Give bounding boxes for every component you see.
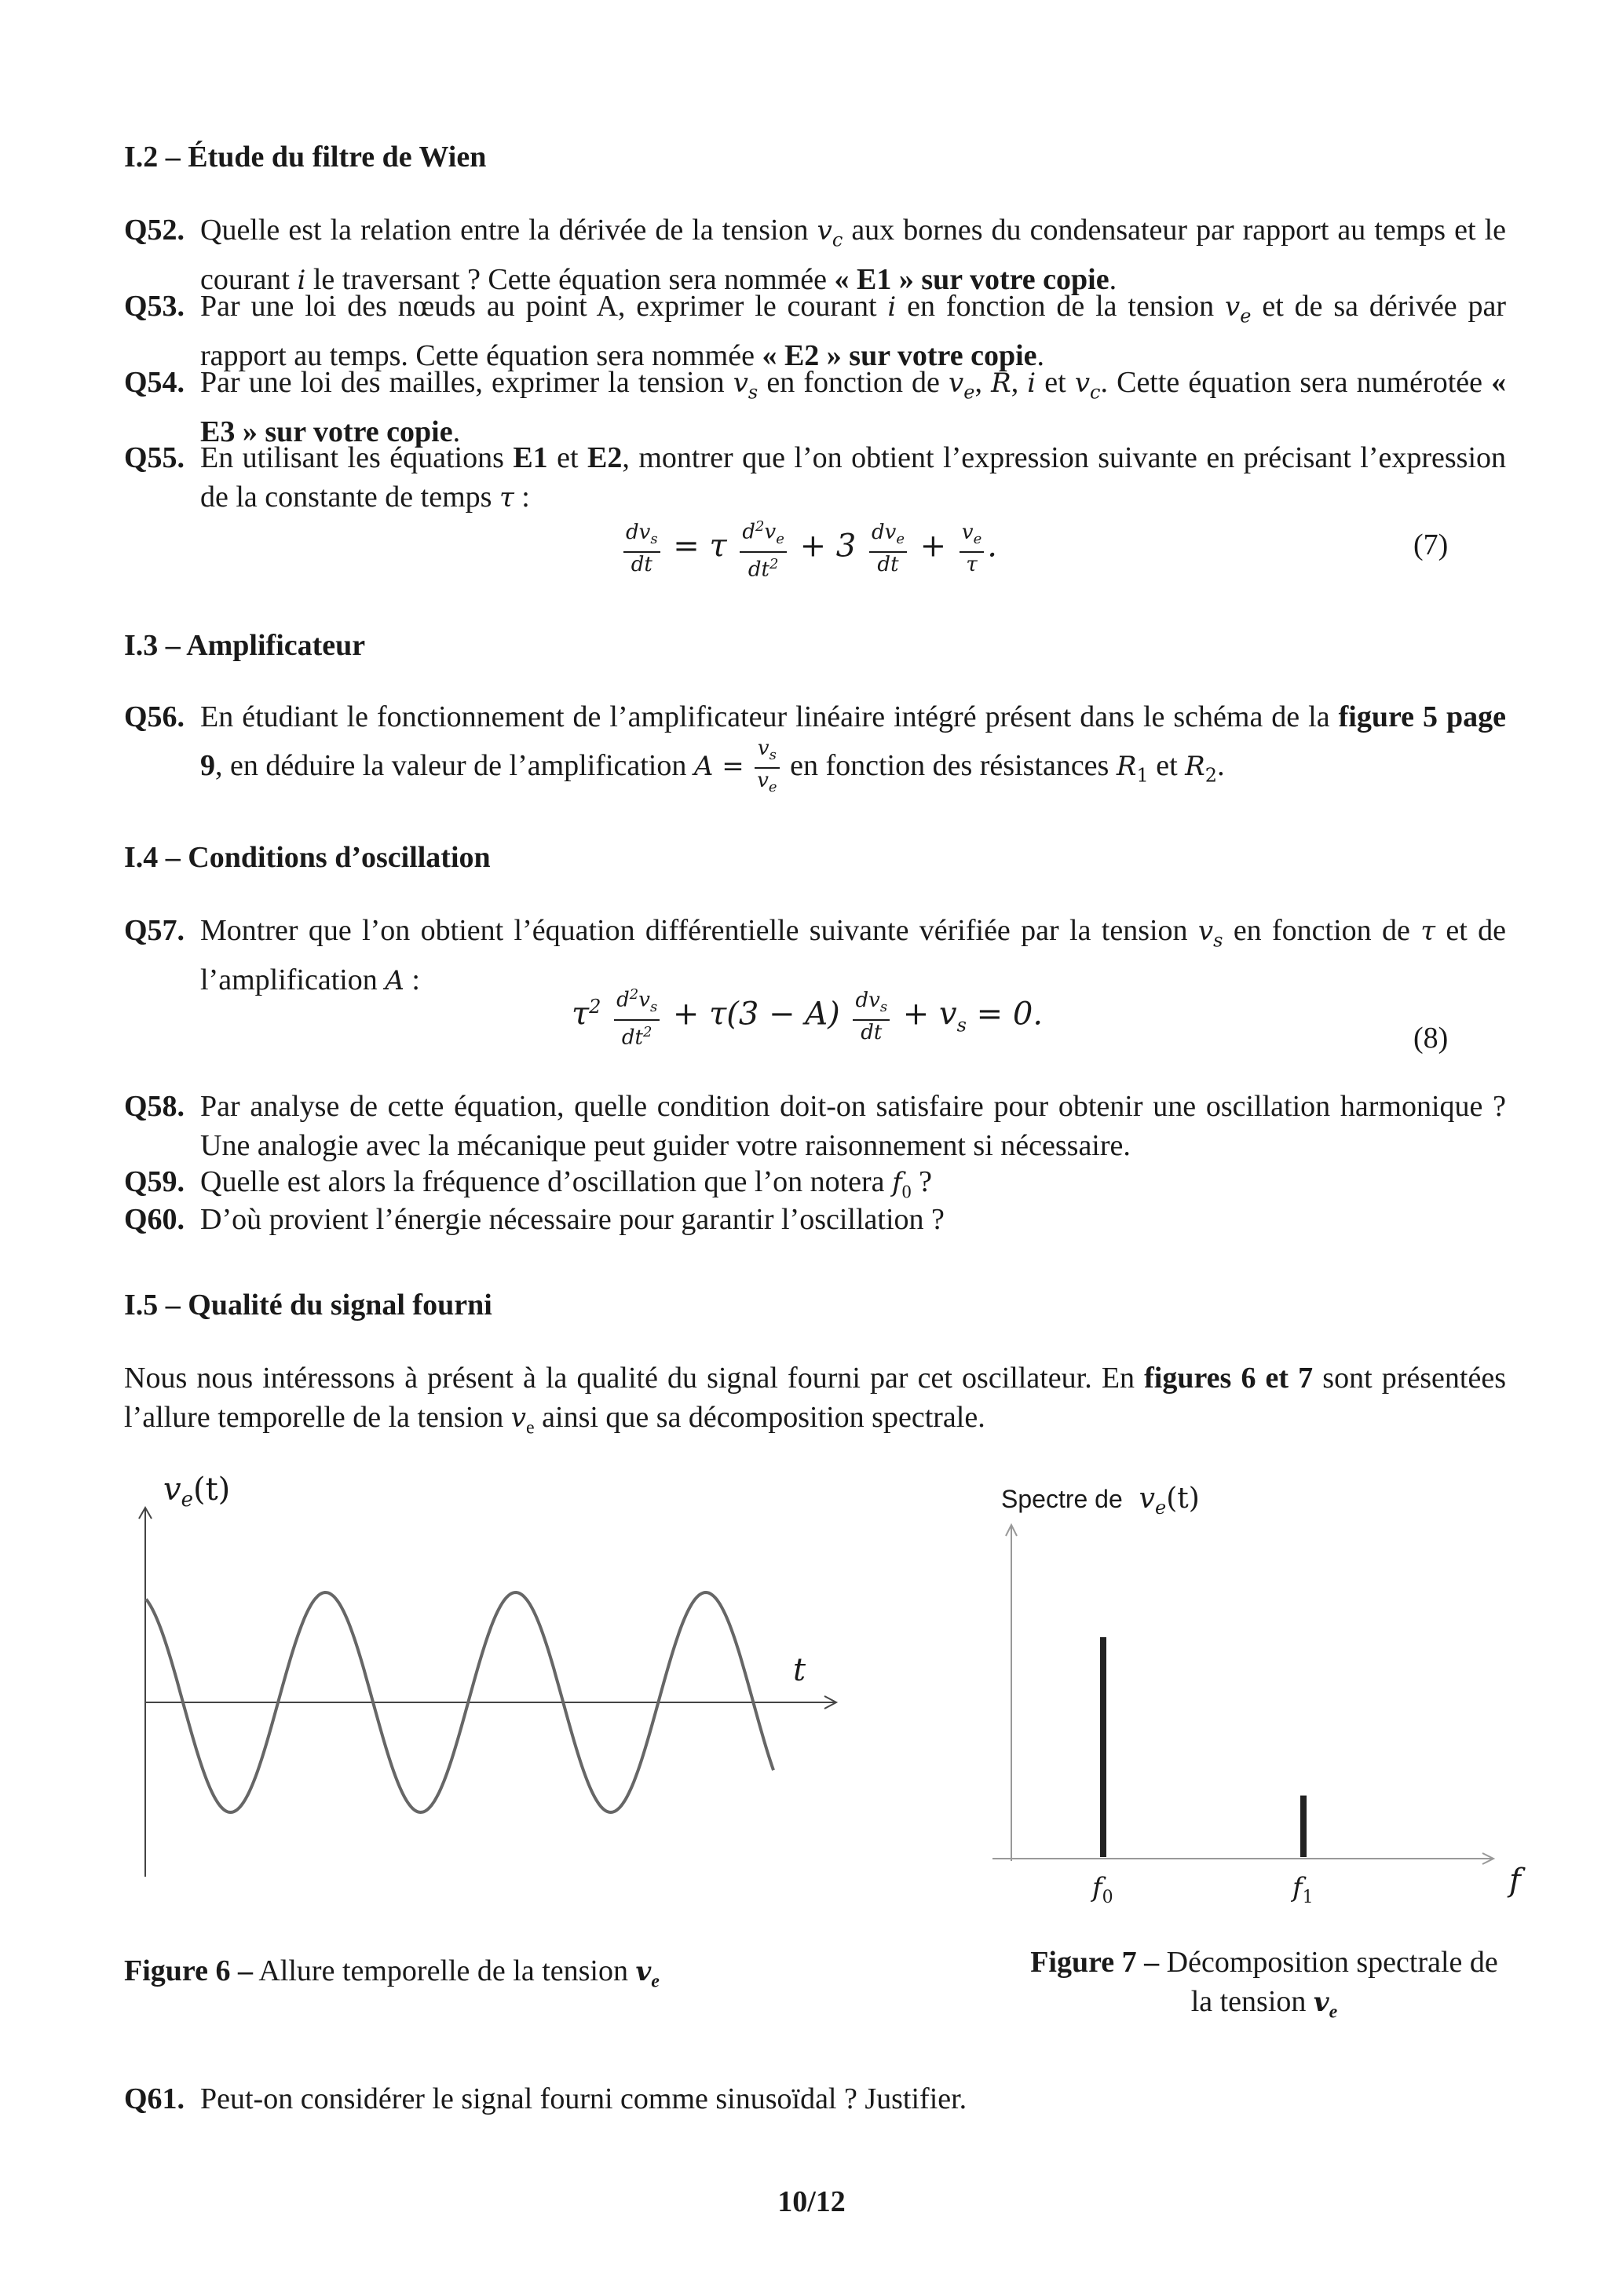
question-q57: Q57. Montrer que l’on obtient l’équation différentielle suivante vérifiée par la tension $v_s$ en fonction de τ et de l’amplification A : [124,911,1506,1000]
y-axis-label: $v_e(t)$ [163,1472,231,1512]
question-q60: Q60. D’où provient l’énergie nécessaire pour garantir l’oscillation ? [124,1200,1506,1239]
intro-paragraph: Nous nous intéressons à présent à la qualité du signal fourni par cet oscillateur. En figures 6 et 7 sont présentées l’allure temporelle de la tension $v_e$ ainsi que sa décomposition spectrale. [124,1362,1507,1439]
question-number: Q54. [124,366,185,399]
question-q56: Q56. En étudiant le fonctionnement de l’amplificateur linéaire intégré présent dans le schéma de la figure 5 page 9, en déduire la valeur de l’amplification A = $\frac{v_s}{v_e}$ en fonction des résistances $R_1$ et $R_2$. [124,697,1506,799]
question-number: Q55. [124,441,185,474]
equation-number: (7) [1413,528,1449,561]
question-q55: Q55. En utilisant les équations E1 et E2, montrer que l’on obtient l’expression suivante en précisant l’expression de la constante de temps τ : [124,438,1506,517]
spectrum-bars [1100,1637,1307,1857]
question-number: Q58. [124,1090,185,1123]
question-q54: Q54. Par une loi des mailles, exprimer la tension $v_s$ en fonction de $v_e$, R, i et $v_c$. Cette équation sera numérotée « E3 » sur votre copie. [124,363,1506,452]
section-heading: I.5 – Qualité du signal fourni [124,1289,492,1322]
question-q53: Q53. Par une loi des nœuds au point A, exprimer le courant i en fonction de la tension $v_e$ et de sa dérivée par rapport au temps. Cette équation sera nommée « E2 » sur votre copie. [124,287,1506,375]
question-number: Q53. [124,290,185,323]
x-axis-label: t [793,1652,806,1688]
tick-label-f0: $f_0$ [1092,1872,1113,1907]
spectrum-title: Spectre de $v_e(t)$ [1001,1483,1200,1519]
spectrum-bar-f1 [1300,1796,1307,1857]
question-number: Q61. [124,2082,185,2115]
section-heading: I.3 – Amplificateur [124,629,366,662]
figure-7-chart [981,1468,1547,1908]
question-q52: Q52. Quelle est la relation entre la dérivée de la tension $v_c$ aux bornes du condensateur par rapport au temps et le courant i le traversant ? Cette équation sera nommée « E1 » sur votre copie. [124,210,1506,300]
equation-8: $\tau^2$ $\frac{d^2v_s}{dt^2}$ + τ(3 − A) $\frac{dv_s}{dt}$ + $v_s = 0$. [572,983,1043,1050]
question-number: Q57. [124,914,185,947]
question-q58: Q58. Par analyse de cette équation, quelle condition doit-on satisfaire pour obtenir une oscillation harmonique ? Une analogie avec la mécanique peut guider votre raisonnement si nécessaire. [124,1087,1506,1165]
spectrum-labels [1090,1872,1314,1907]
question-number: Q59. [124,1165,185,1198]
figure-6-chart [118,1468,856,1892]
figure-7-caption: Figure 7 – Décomposition spectrale de la tension $v_e$ [1030,1946,1498,2023]
equation-7: $\frac{dv_s}{dt}$ = τ $\frac{d^2v_e}{dt^2}$ + 3 $\frac{dv_e}{dt}$ + $\frac{v_e}{\tau}$ . [620,515,997,582]
question-number: Q60. [124,1203,185,1236]
spectrum-bar-f0 [1100,1637,1106,1857]
tick-label-f1: $f_1$ [1292,1872,1314,1907]
question-number: Q56. [124,700,185,733]
page-number: 10/12 [777,2185,846,2218]
section-heading: I.4 – Conditions d’oscillation [124,841,491,874]
question-number: Q52. [124,214,185,247]
question-q61: Q61. Peut-on considérer le signal fourni comme sinusoïdal ? Justifier. [124,2079,1506,2119]
equation-number: (8) [1413,1022,1449,1055]
figure-6-caption: Figure 6 – Allure temporelle de la tension $v_e$ [124,1954,660,1992]
section-heading: I.2 – Étude du filtre de Wien [124,141,487,174]
x-axis-label: f [1509,1863,1521,1899]
question-q59: Q59. Quelle est alors la fréquence d’oscillation que l’on notera $f_0$ ? [124,1162,1506,1212]
